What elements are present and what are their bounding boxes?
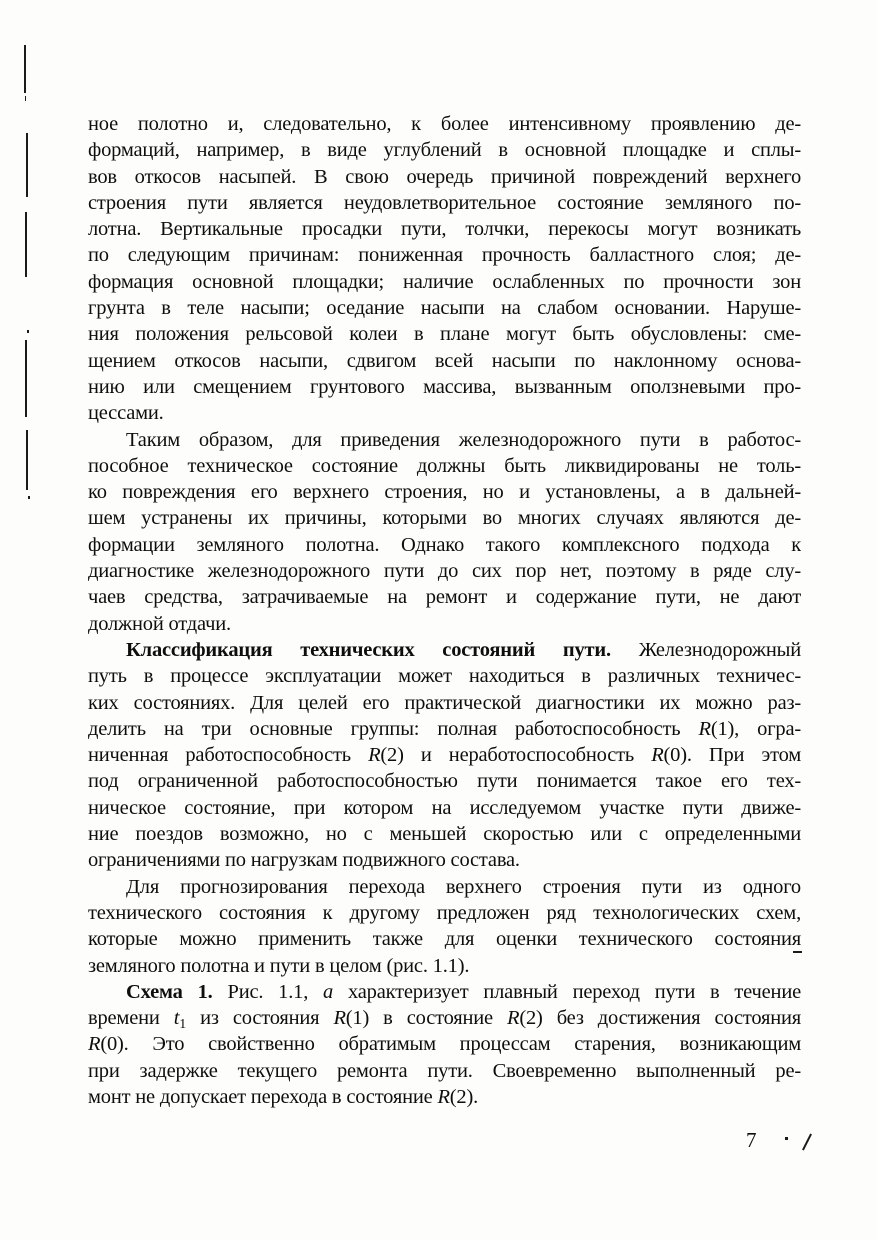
text-line: ное полотно и, следовательно, к более интенсивному проявлению де- <box>88 113 801 135</box>
scan-artifact-margin-stroke <box>26 133 28 197</box>
text-line: ния положения рельсовой колеи в плане могут быть обусловлены: сме- <box>88 323 801 346</box>
text-line: монт не допускает перехода в состояние R(2). <box>88 1085 479 1108</box>
text-line: формаций, например, в виде углублений в основной площадке и сплы- <box>88 139 801 162</box>
text-line: грунта в теле насыпи; оседание насыпи на слабом основании. Наруше- <box>88 297 801 320</box>
text-line: нию или смещением грунтового массива, вызванным оползневыми про- <box>88 375 801 398</box>
text-line: строения пути является неудовлетворительное состояние земляного по- <box>88 191 801 214</box>
text-line: технического состояния к другому предложен ряд технологических схем, <box>88 901 801 924</box>
scan-artifact-margin-dot <box>27 330 29 333</box>
text-line: по следующим причинам: пониженная прочность балластного слоя; де- <box>88 244 801 267</box>
scan-artifact-margin-dash <box>25 96 26 101</box>
scan-artifact-stray-dash <box>793 951 802 953</box>
text-line: под ограниченной работоспособностью пути понимается такое его тех- <box>88 770 801 793</box>
text-line: путь в процессе эксплуатации может находиться в различных техничес- <box>88 665 801 688</box>
text-line: ко повреждения его верхнего строения, но и установлены, а в дальней- <box>88 481 801 504</box>
text-line: ограничениями по нагрузкам подвижного состава. <box>88 849 520 872</box>
text-line: формации земляного полотна. Однако такого комплексного подхода к <box>88 533 801 556</box>
text-line: при задержке текущего ремонта пути. Своевременно выполненный ре- <box>88 1059 801 1082</box>
text-line: формация основной площадки; наличие ослабленных по прочности зон <box>88 270 801 293</box>
text-line: Схема 1. Рис. 1.1, а характеризует плавный переход пути в течение <box>126 980 801 1003</box>
scan-artifact-stray-stroke <box>802 1134 812 1151</box>
text-line: диагностике железнодорожного пути до сих пор нет, поэтому в ряде слу- <box>88 560 801 583</box>
text-line: Для прогнозирования перехода верхнего строения пути из одного <box>126 875 801 898</box>
text-line: вов откосов насыпей. В свою очередь причиной повреждений верхнего <box>88 165 801 188</box>
text-line: должной отдачи. <box>88 612 231 635</box>
text-line: Таким образом, для приведения железнодорожного пути в работос- <box>126 428 801 451</box>
scan-artifact-margin-dot <box>28 496 30 499</box>
text-line: R(0). Это свойственно обратимым процессам старения, возникающим <box>88 1033 801 1056</box>
text-line: лотна. Вертикальные просадки пути, толчки, перекосы могут возникать <box>88 218 801 241</box>
text-line: земляного полотна и пути в целом (рис. 1.1). <box>88 954 470 977</box>
text-line: Классификация технических состояний пути. Железнодорожный <box>126 638 801 661</box>
text-line: чаев средства, затрачиваемые на ремонт и содержание пути, не дают <box>88 586 801 609</box>
text-line: ниченная работоспособность R(2) и неработоспособность R(0). При этом <box>88 744 801 767</box>
scan-artifact-margin-stroke <box>25 340 27 417</box>
text-line: которые можно применить также для оценки технического состояния <box>88 928 801 951</box>
text-line: ких состояниях. Для целей его практической диагностики их можно раз- <box>88 691 801 714</box>
scan-artifact-margin-stroke <box>26 430 28 490</box>
scan-artifact-margin-stroke <box>25 212 27 277</box>
text-line: ние поездов возможно, но с меньшей скоростью или с определенными <box>88 823 801 846</box>
text-line: пособное техническое состояние должны быть ликвидированы не толь- <box>88 454 801 477</box>
text-block <box>88 111 801 1110</box>
text-line: щением откосов насыпи, сдвигом всей насыпи по наклонному основа- <box>88 349 801 372</box>
text-line: делить на три основные группы: полная работоспособность R(1), огра- <box>88 717 801 740</box>
page-number: 7 <box>746 1128 757 1152</box>
text-line: цессами. <box>88 402 164 425</box>
scan-artifact-stray-dot <box>785 1137 788 1140</box>
text-line: ническое состояние, при котором на исследуемом участке пути движе- <box>88 796 801 819</box>
scan-artifact-margin-stroke <box>24 45 26 93</box>
text-line: времени $t_1$ из состояния R(1) в состояние R(2) без достижения состояния <box>88 1007 801 1032</box>
text-line: шем устранены их причины, которыми во многих случаях являются де- <box>88 507 801 530</box>
